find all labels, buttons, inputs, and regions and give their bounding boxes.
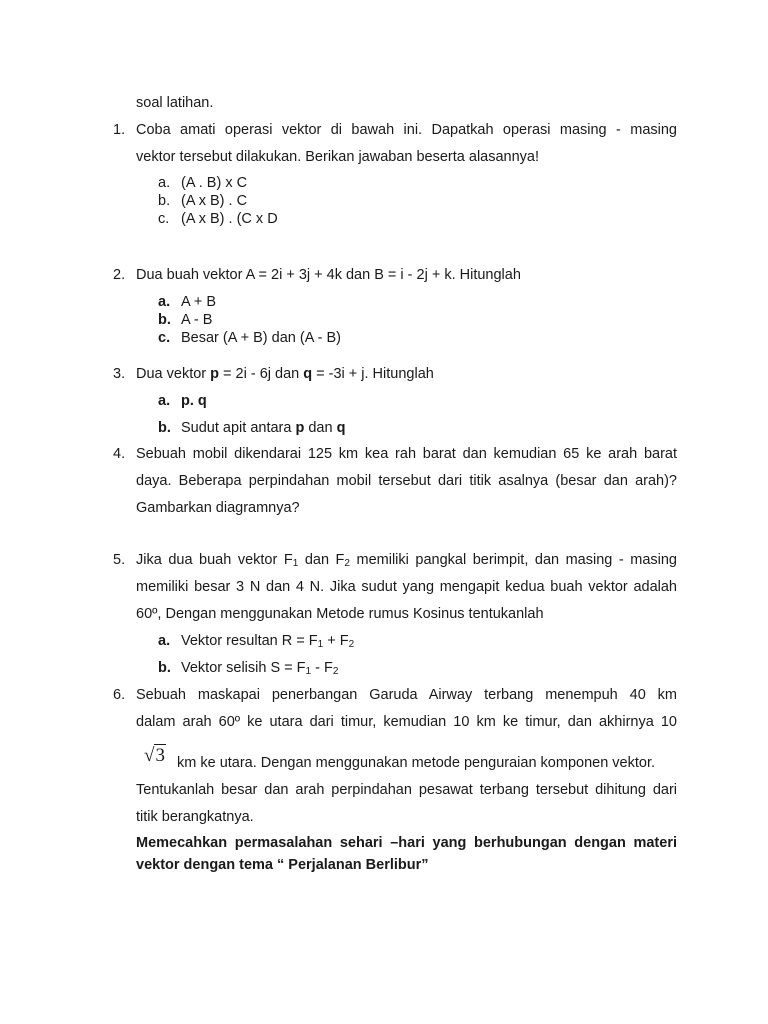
sqrt-radicand: 3: [155, 745, 165, 766]
q5-item-b-label: b.: [158, 660, 171, 676]
q2-number: 2.: [113, 267, 126, 283]
q2-item-b-text: A - B: [181, 312, 213, 328]
q3-vector-q: q: [303, 366, 313, 382]
q1-line-1: Coba amati operasi vektor di bawah ini. Dapatkah operasi masing - masing: [136, 122, 677, 138]
q5-b-sub2: 2: [332, 666, 339, 677]
q6-line-2: dalam arah 60º ke utara dari timur, kemudian 10 km ke timur, dan akhirnya 10: [136, 714, 677, 730]
q5-b-sub1: 1: [305, 666, 312, 677]
q5-l1-b: dan F: [298, 552, 345, 568]
q5-a-sub2: 2: [348, 639, 355, 650]
q1-item-a-text: (A . B) x C: [181, 175, 248, 191]
q3-vector-p: p: [210, 366, 220, 382]
q5-line-1: [136, 551, 677, 569]
q6-line-3: km ke utara. Dengan menggunakan metode penguraian komponen vektor.: [177, 755, 656, 771]
closing-line-1: Memecahkan permasalahan sehari –hari yang berhubungan dengan materi: [136, 835, 677, 851]
q3-item-a-label: a.: [158, 393, 171, 409]
q5-b-mid: - F: [311, 660, 333, 676]
q3-pre: Dua vektor: [136, 366, 211, 382]
q3-item-b-label: b.: [158, 420, 171, 436]
q6-line-1: Sebuah maskapai penerbangan Garuda Airway terbang menempuh 40 km: [136, 687, 677, 703]
q1-item-b-label: b.: [158, 193, 171, 209]
q3-mid: = 2i - 6j dan: [219, 366, 304, 382]
q5-l1-a: Jika dua buah vektor F: [136, 552, 293, 568]
q1-item-c-text: (A x B) . (C x D: [181, 211, 278, 227]
intro-text: soal latihan.: [136, 95, 214, 111]
q5-a-sub1: 1: [317, 639, 324, 650]
q5-a-pre: Vektor resultan R = F: [181, 633, 318, 649]
q2-item-c-text: Besar (A + B) dan (A - B): [181, 330, 341, 346]
q3-line-1: [136, 365, 677, 383]
q2-item-a-text: A + B: [181, 294, 217, 310]
q5-b-pre: Vektor selisih S = F: [181, 660, 306, 676]
q3-b-mid: dan: [304, 420, 337, 436]
q5-line-2: memiliki besar 3 N dan 4 N. Jika sudut yang mengapit kedua buah vektor adalah: [136, 579, 677, 595]
q5-l1-sub2: 2: [344, 558, 350, 569]
q3-b-vector-q: q: [336, 420, 346, 436]
sqrt-3-formula: [144, 745, 166, 767]
q2-line-1: Dua buah vektor A = 2i + 3j + 4k dan B = i - 2j + k. Hitunglah: [136, 267, 521, 283]
q4-line-2: daya. Beberapa perpindahan mobil tersebut dari titik asalnya (besar dan arah)?: [136, 473, 677, 489]
q2-item-a-label: a.: [158, 294, 171, 310]
q5-item-a-text: [181, 632, 354, 650]
q3-b-vector-p: p: [295, 420, 305, 436]
q3-item-a-text: p. q: [181, 393, 207, 409]
q5-item-a-label: a.: [158, 633, 171, 649]
q5-line-3: 60º, Dengan menggunakan Metode rumus Kosinus tentukanlah: [136, 606, 544, 622]
q1-item-a-label: a.: [158, 175, 171, 191]
q4-number: 4.: [113, 446, 126, 462]
q5-number: 5.: [113, 552, 126, 568]
q5-a-mid: + F: [323, 633, 349, 649]
q1-line-2: vektor tersebut dilakukan. Berikan jawaban beserta alasannya!: [136, 149, 540, 165]
sqrt-symbol: √: [144, 745, 155, 766]
q2-item-b-label: b.: [158, 312, 171, 328]
q6-number: 6.: [113, 687, 126, 703]
q3-number: 3.: [113, 366, 126, 382]
q5-item-b-text: [181, 659, 338, 677]
q2-item-c-label: c.: [158, 330, 171, 346]
q6-line-4: Tentukanlah besar dan arah perpindahan pesawat terbang tersebut dihitung dari: [136, 782, 677, 798]
q5-l1-sub1: 1: [292, 558, 299, 569]
q6-line-5: titik berangkatnya.: [136, 809, 254, 825]
q3-post: = -3i + j. Hitunglah: [312, 366, 434, 382]
q4-line-3: Gambarkan diagramnya?: [136, 500, 300, 516]
q4-line-1: Sebuah mobil dikendarai 125 km kea rah barat dan kemudian 65 ke arah barat: [136, 446, 677, 462]
q1-item-c-label: c.: [158, 211, 170, 227]
q1-item-b-text: (A x B) . C: [181, 193, 248, 209]
q1-number: 1.: [113, 122, 126, 138]
q3-item-b-text: [181, 419, 345, 437]
closing-line-2: vektor dengan tema “ Perjalanan Berlibur”: [136, 857, 429, 873]
q3-b-pre: Sudut apit antara: [181, 420, 296, 436]
q5-l1-c: memiliki pangkal berimpit, dan masing - masing: [349, 552, 677, 568]
